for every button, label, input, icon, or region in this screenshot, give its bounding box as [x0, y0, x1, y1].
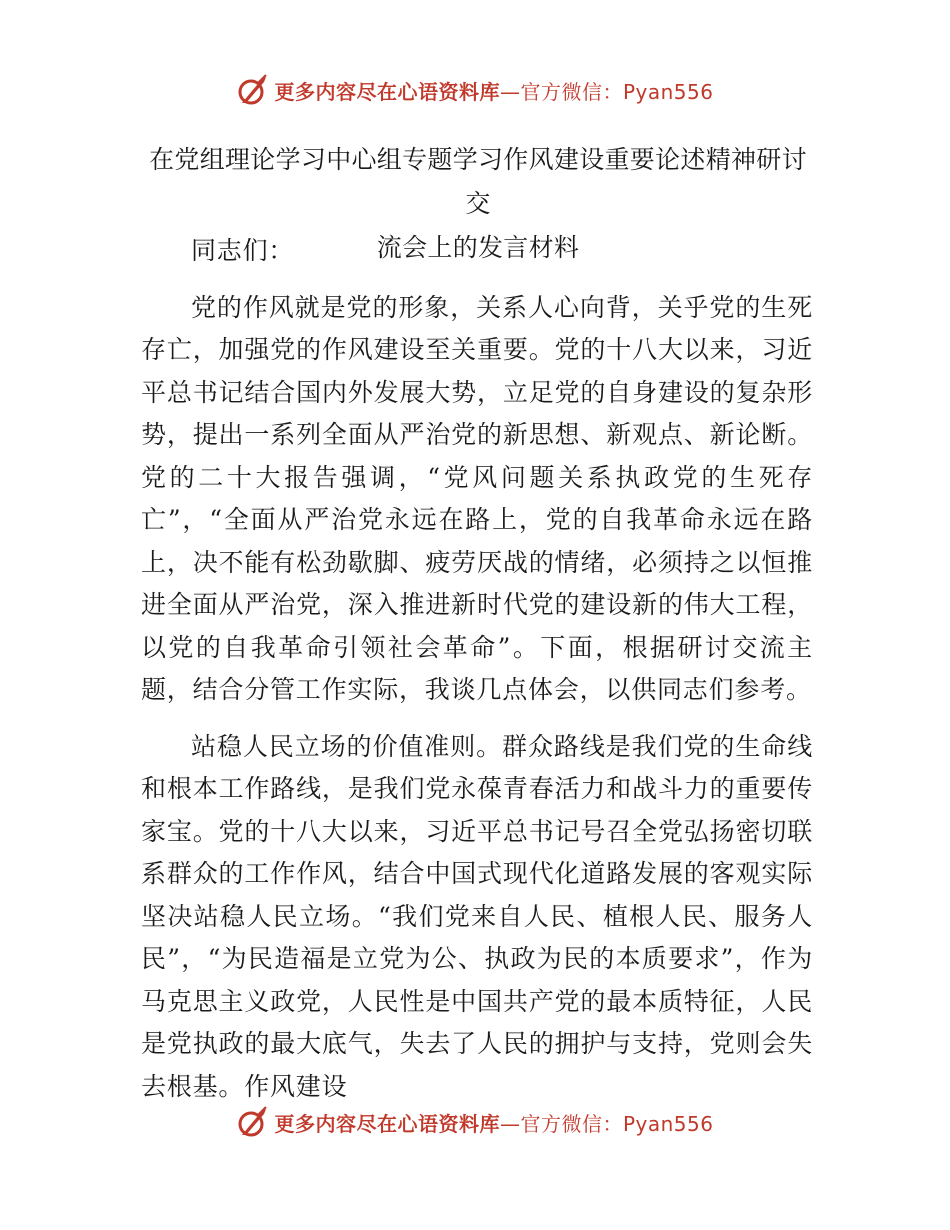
- greeting: 同志们：: [191, 236, 295, 265]
- header-banner: [0, 70, 950, 110]
- header-banner-contact: 官方微信：Pyan556: [520, 79, 714, 104]
- footer-banner-main: 更多内容尽在心语资料库: [274, 1111, 500, 1136]
- header-banner-dash: —: [499, 79, 521, 104]
- paragraph: 党的作风就是党的形象，关系人心向背，关乎党的生死存亡，加强党的作风建设至关重要。党的十八大以来，习近平总书记结合国内外发展大势，立足党的自身建设的复杂形势，提出一系列全面从严治党的新思想、新观点、新论断。党的二十大报告强调，“党风问题关系执政党的生死存亡”，“全面从严治党永远在路上，党的自我革命永远在路上，决不能有松劲歇脚、疲劳厌战的情绪，必须持之以恒推进全面从严治党，深入推进新时代党的建设新的伟大工程，以党的自我革命引领社会革命”。下面，根据研讨交流主题，结合分管工作实际，我谈几点体会，以供同志们参考。: [141, 292, 813, 704]
- header-banner-main: 更多内容尽在心语资料库: [274, 79, 500, 104]
- document-body: [141, 230, 813, 1122]
- header-banner-text: [274, 76, 713, 105]
- footer-banner-contact: 官方微信：Pyan556: [520, 1111, 714, 1136]
- footer-banner-text: [274, 1108, 713, 1137]
- document-title-line-2: 流会上的发言材料: [376, 233, 580, 262]
- footer-banner-dash: —: [499, 1111, 521, 1136]
- quill-logo-icon: [236, 1105, 270, 1139]
- quill-logo-icon: [236, 73, 270, 107]
- paragraph: 站稳人民立场的价值准则。群众路线是我们党的生命线和根本工作路线，是我们党永葆青春活力和战斗力的重要传家宝。党的十八大以来，习近平总书记号召全党弘扬密切联系群众的工作作风，结合中国式现代化道路发展的客观实际坚决站稳人民立场。“我们党来自人民、植根人民、服务人民”，“为民造福是立党为公、执政为民的本质要求”，作为马克思主义政党，人民性是中国共产党的最本质特征，人民是党执政的最大底气，失去了人民的拥护与支持，党则会失去根基。作风建设: [141, 731, 813, 1101]
- footer-banner: [0, 1102, 950, 1142]
- document-title-line-1: 在党组理论学习中心组专题学习作风建设重要论述精神研讨交: [149, 145, 807, 218]
